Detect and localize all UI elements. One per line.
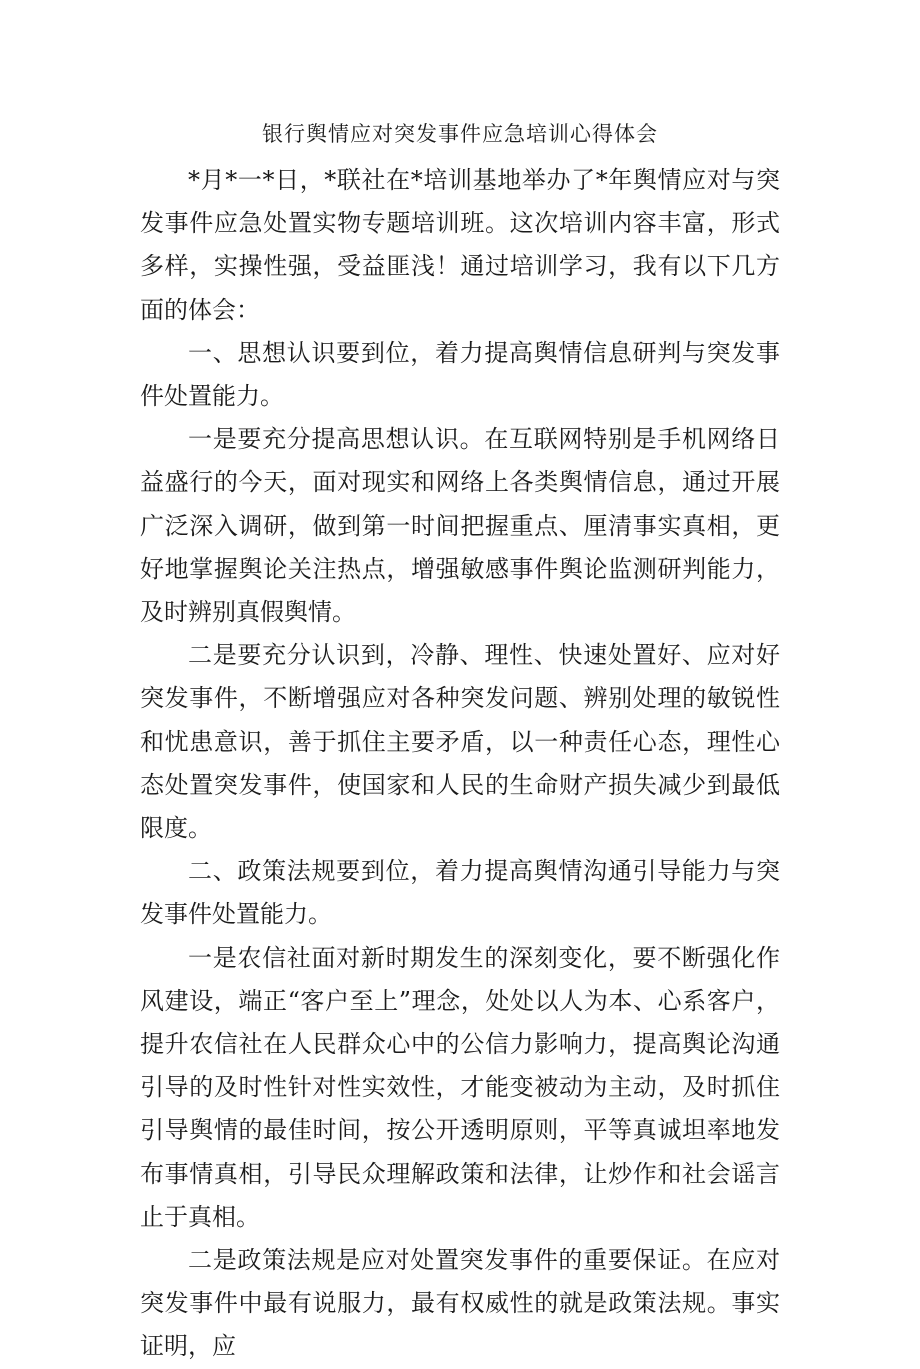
paragraph-section-2-point-1: 一是农信社面对新时期发生的深刻变化，要不断强化作风建设，端正“客户至上”理念，处处以人为本、心系客户，提升农信社在人民群众心中的公信力影响力，提高舆论沟通引导的及时性针对性实效性，才能变被动为主动，及时抓住引导舆情的最佳时间，按公开透明原则，平等真诚坦率地发布事情真相，引导民众理解政策和法律，让炒作和社会谣言止于真相。 — [140, 943, 780, 1231]
paragraph-section-1-heading: 一、思想认识要到位，着力提高舆情信息研判与突发事件处置能力。 — [140, 338, 780, 411]
paragraph-section-2-heading: 二、政策法规要到位，着力提高舆情沟通引导能力与突发事件处置能力。 — [140, 857, 780, 929]
document-body — [140, 159, 780, 1369]
paragraph-section-2-point-2: 二是政策法规是应对处置突发事件的重要保证。在应对突发事件中最有说服力，最有权威性的就是政策法规。事实证明，应 — [140, 1246, 780, 1361]
paragraph-section-1-point-2: 二是要充分认识到，冷静、理性、快速处置好、应对好突发事件，不断增强应对各种突发问题、辨别处理的敏锐性和忧患意识，善于抓住主要矛盾，以一种责任心态，理性心态处置突发事件，使国家和人民的生命财产损失减少到最低限度。 — [140, 641, 780, 843]
paragraph-section-1-point-1: 一是要充分提高思想认识。在互联网特别是手机网络日益盛行的今天，面对现实和网络上各类舆情信息，通过开展广泛深入调研，做到第一时间把握重点、厘清事实真相，更好地掌握舆论关注热点，增强敏感事件舆论监测研判能力，及时辨别真假舆情。 — [140, 425, 780, 627]
paragraph-intro: *月*一*日，*联社在*培训基地举办了*年舆情应对与突发事件应急处置实物专题培训班。这次培训内容丰富，形式多样，实操性强，受益匪浅！通过培训学习，我有以下几方面的体会： — [140, 166, 780, 324]
document-title: 银行舆情应对突发事件应急培训心得体会 — [262, 122, 658, 146]
